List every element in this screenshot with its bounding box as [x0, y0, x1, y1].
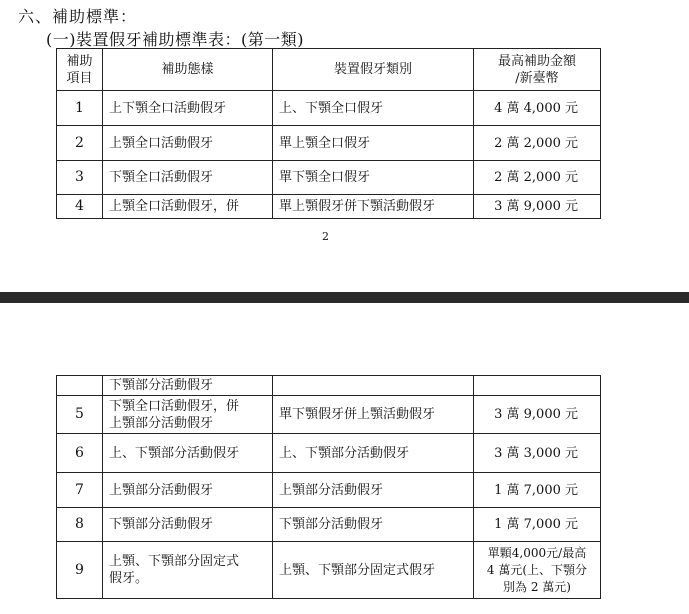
- header-item-line: 補助: [66, 53, 93, 69]
- table-row: [57, 126, 601, 161]
- row-mode: [103, 396, 273, 434]
- row-type: 上顎部分活動假牙: [273, 473, 474, 508]
- row-item: 9: [57, 542, 103, 599]
- row-mode-line: 上顎、下顎部分固定式: [109, 554, 240, 569]
- row-amount: 2 萬 2,000 元: [474, 126, 601, 161]
- row-item: 4: [57, 195, 103, 219]
- row-item: [57, 376, 103, 396]
- row-amount: 4 萬 4,000 元: [474, 91, 601, 126]
- table-row: [57, 434, 601, 473]
- row-item: 3: [57, 161, 103, 195]
- row-amount: [474, 542, 601, 599]
- row-mode: 上顎部分活動假牙: [103, 473, 273, 508]
- row-item: 5: [57, 396, 103, 434]
- row-item: 6: [57, 434, 103, 473]
- row-amount-line: 別為 2 萬元): [503, 579, 571, 594]
- row-mode: 上、下顎部分活動假牙: [103, 434, 273, 473]
- row-item: 2: [57, 126, 103, 161]
- row-amount: 3 萬 9,000 元: [474, 195, 601, 219]
- table-row: [57, 473, 601, 508]
- table-row: [57, 91, 601, 126]
- header-item-line: 項目: [66, 70, 93, 86]
- row-amount: 2 萬 2,000 元: [474, 161, 601, 195]
- table-header-row: [57, 49, 601, 91]
- row-amount: 1 萬 7,000 元: [474, 473, 601, 508]
- row-amount-line: 4 萬元(上、下顎分: [486, 562, 588, 577]
- row-mode-line: 下顎全口活動假牙，併: [109, 398, 240, 414]
- header-amount-line: 最高補助金額: [497, 53, 576, 69]
- row-type: 上顎、下顎部分固定式假牙: [273, 542, 474, 599]
- row-mode: 下顎部分活動假牙: [103, 508, 273, 542]
- page-number: 2: [322, 230, 329, 243]
- header-item: [57, 49, 103, 91]
- row-amount: 1 萬 7,000 元: [474, 508, 601, 542]
- row-type: 單下顎假牙併上顎活動假牙: [273, 396, 474, 434]
- table-row: [57, 542, 601, 599]
- row-type: 單上顎全口假牙: [273, 126, 474, 161]
- table-row: [57, 396, 601, 434]
- table-row-continued: [57, 376, 601, 396]
- page-break-divider: [0, 292, 689, 303]
- row-mode: [103, 542, 273, 599]
- table-row: [57, 195, 601, 219]
- row-type: 單下顎全口假牙: [273, 161, 474, 195]
- header-mode: 補助態樣: [103, 49, 273, 91]
- row-mode: 上顎全口活動假牙，併: [103, 195, 273, 219]
- row-amount: [474, 376, 601, 396]
- table-row: [57, 508, 601, 542]
- row-type: 下顎部分活動假牙: [273, 508, 474, 542]
- row-mode: 下顎全口活動假牙: [103, 161, 273, 195]
- row-mode: 上顎全口活動假牙: [103, 126, 273, 161]
- row-mode-line: 上顎部分活動假牙: [109, 415, 214, 431]
- subsidy-table-page-2: [56, 375, 601, 599]
- row-amount: 3 萬 9,000 元: [474, 396, 601, 434]
- subsidy-table-page-1: [56, 48, 601, 219]
- row-mode-line: 假牙。: [109, 571, 149, 586]
- row-mode: 下顎部分活動假牙: [103, 376, 273, 396]
- row-type: [273, 376, 474, 396]
- table-title: (一)裝置假牙補助標準表：(第一類): [46, 30, 304, 49]
- row-item: 8: [57, 508, 103, 542]
- header-amount: [474, 49, 601, 91]
- row-item: 7: [57, 473, 103, 508]
- table-row: [57, 161, 601, 195]
- row-type: 上、下顎全口假牙: [273, 91, 474, 126]
- row-type: 上、下顎部分活動假牙: [273, 434, 474, 473]
- header-type: 裝置假牙類別: [273, 49, 474, 91]
- section-heading: 六、補助標準：: [18, 7, 138, 26]
- row-type: 單上顎假牙併下顎活動假牙: [273, 195, 474, 219]
- row-amount-line: 單顆4,000元/最高: [487, 545, 587, 560]
- row-amount: 3 萬 3,000 元: [474, 434, 601, 473]
- row-mode: 上下顎全口活動假牙: [103, 91, 273, 126]
- row-item: 1: [57, 91, 103, 126]
- header-amount-line: /新臺幣: [515, 70, 559, 86]
